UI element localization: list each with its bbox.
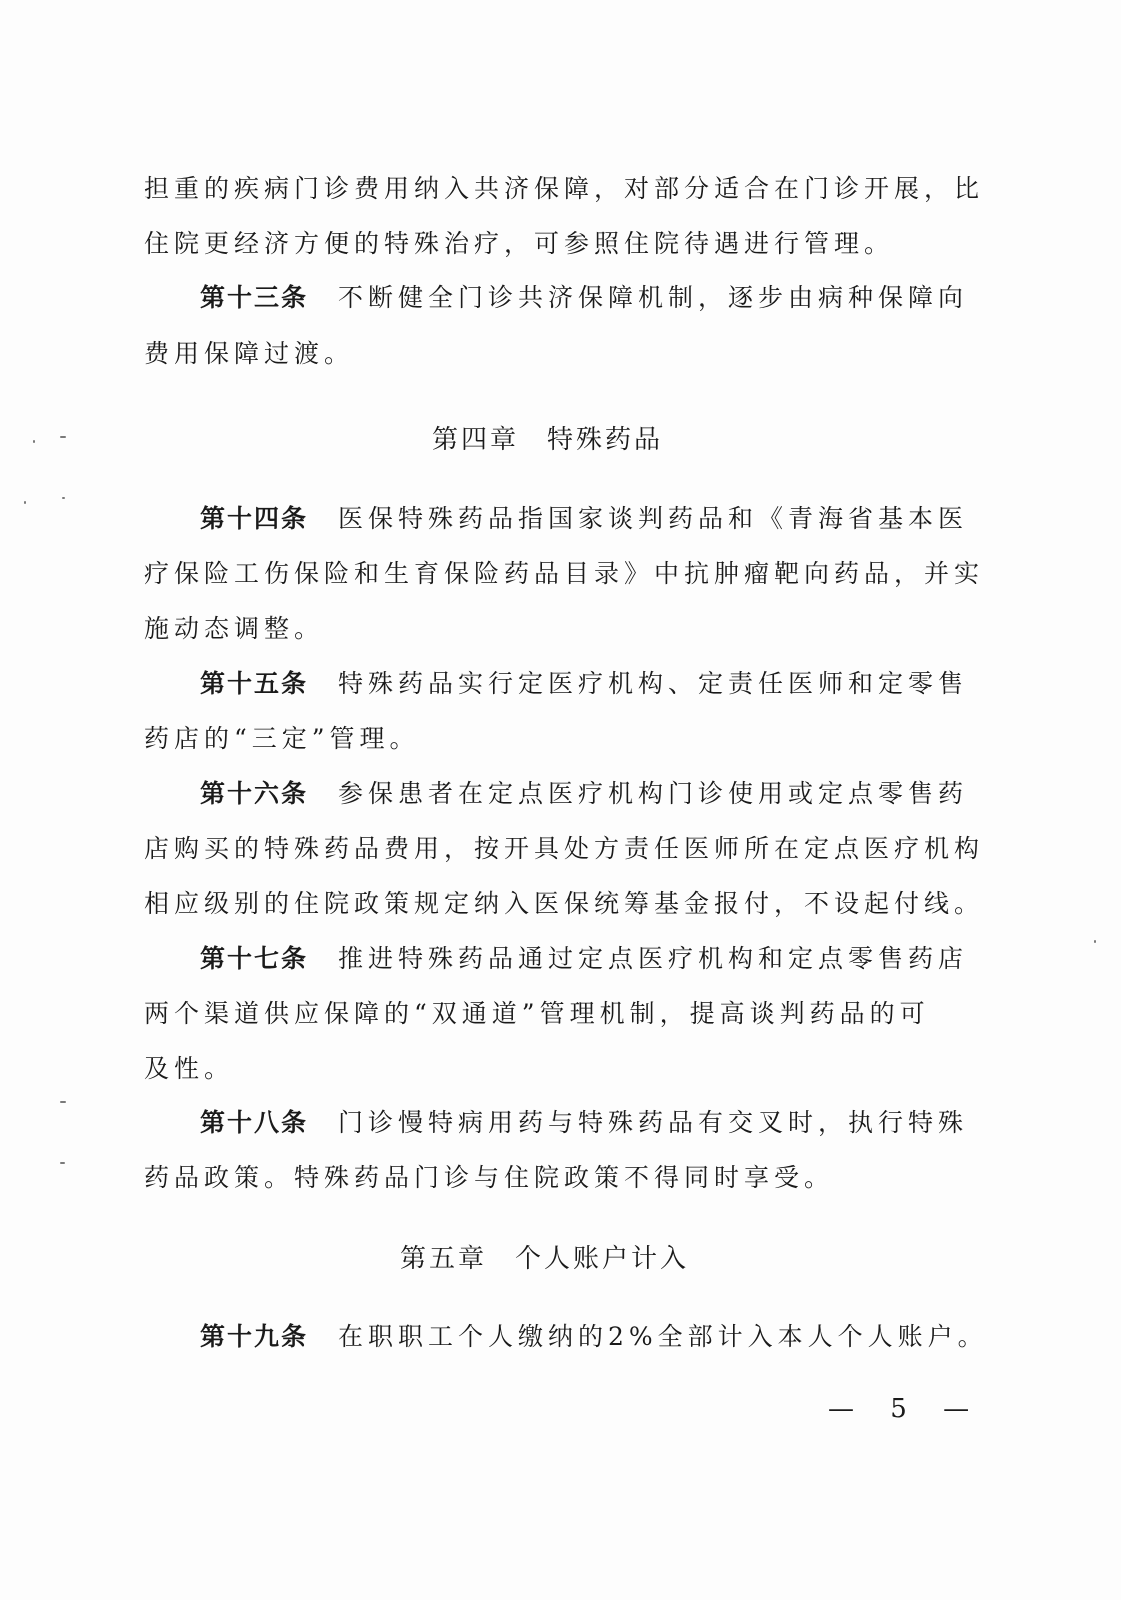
text-line [200,766,968,822]
scan-speck [62,497,65,499]
text-line: 店购买的特殊药品费用，按开具处方责任医师所在定点医疗机构 [144,834,985,863]
article-label: 第十七条 [200,944,309,973]
text-line [200,656,968,712]
text-line: 相应级别的住院政策规定纳入医保统筹基金报付，不设起付线。 [144,889,985,918]
article-label: 第十八条 [200,1108,309,1137]
article-label: 第十四条 [200,504,309,533]
text-line: 担重的疾病门诊费用纳入共济保障，对部分适合在门诊开展，比 [144,174,985,203]
article-text: 医保特殊药品指国家谈判药品和《青海省基本医 [338,504,969,533]
text-line: 两个渠道供应保障的“双通道”管理机制，提高谈判药品的可 [144,999,930,1028]
text-line [200,491,968,547]
text-line [200,931,968,987]
scan-speck [33,440,35,443]
scan-speck [60,436,66,438]
scan-speck [1094,940,1096,943]
scan-speck [24,501,26,504]
text-line [200,1309,988,1365]
chapter-number: 第五章 [400,1244,488,1274]
text-line: 及性。 [144,1054,235,1083]
text-line [200,1095,968,1151]
article-text: 参保患者在定点医疗机构门诊使用或定点零售药 [338,779,969,808]
scan-speck [60,1162,65,1164]
text-line: 药品政策。特殊药品门诊与住院政策不得同时享受。 [144,1163,835,1192]
scan-speck [60,1101,66,1103]
chapter-title: 特殊药品 [547,425,664,455]
text-line: 费用保障过渡。 [144,339,355,368]
chapter-heading [432,419,663,456]
article-text: 特殊药品实行定医疗机构、定责任医师和定零售 [338,669,969,698]
article-text: 不断健全门诊共济保障机制，逐步由病种保障向 [338,283,969,312]
chapter-title: 个人账户计入 [515,1244,690,1274]
article-label: 第十五条 [200,669,309,698]
article-text: 推进特殊药品通过定点医疗机构和定点零售药店 [338,944,969,973]
text-line: 疗保险工伤保险和生育保险药品目录》中抗肿瘤靶向药品，并实 [144,559,985,588]
chapter-heading [400,1238,689,1275]
text-line [200,270,968,326]
text-line: 药店的“三定”管理。 [144,724,420,753]
article-text: 门诊慢特病用药与特殊药品有交叉时，执行特殊 [338,1108,969,1137]
text-line: 施动态调整。 [144,614,325,643]
article-label: 第十九条 [200,1322,309,1351]
article-label: 第十三条 [200,283,309,312]
chapter-number: 第四章 [432,425,520,455]
article-label: 第十六条 [200,779,309,808]
article-text: 在职职工个人缴纳的2%全部计入本人个人账户。 [338,1322,988,1351]
text-line: 住院更经济方便的特殊治疗，可参照住院待遇进行管理。 [144,229,895,258]
page-number: — 5 — [828,1394,984,1424]
